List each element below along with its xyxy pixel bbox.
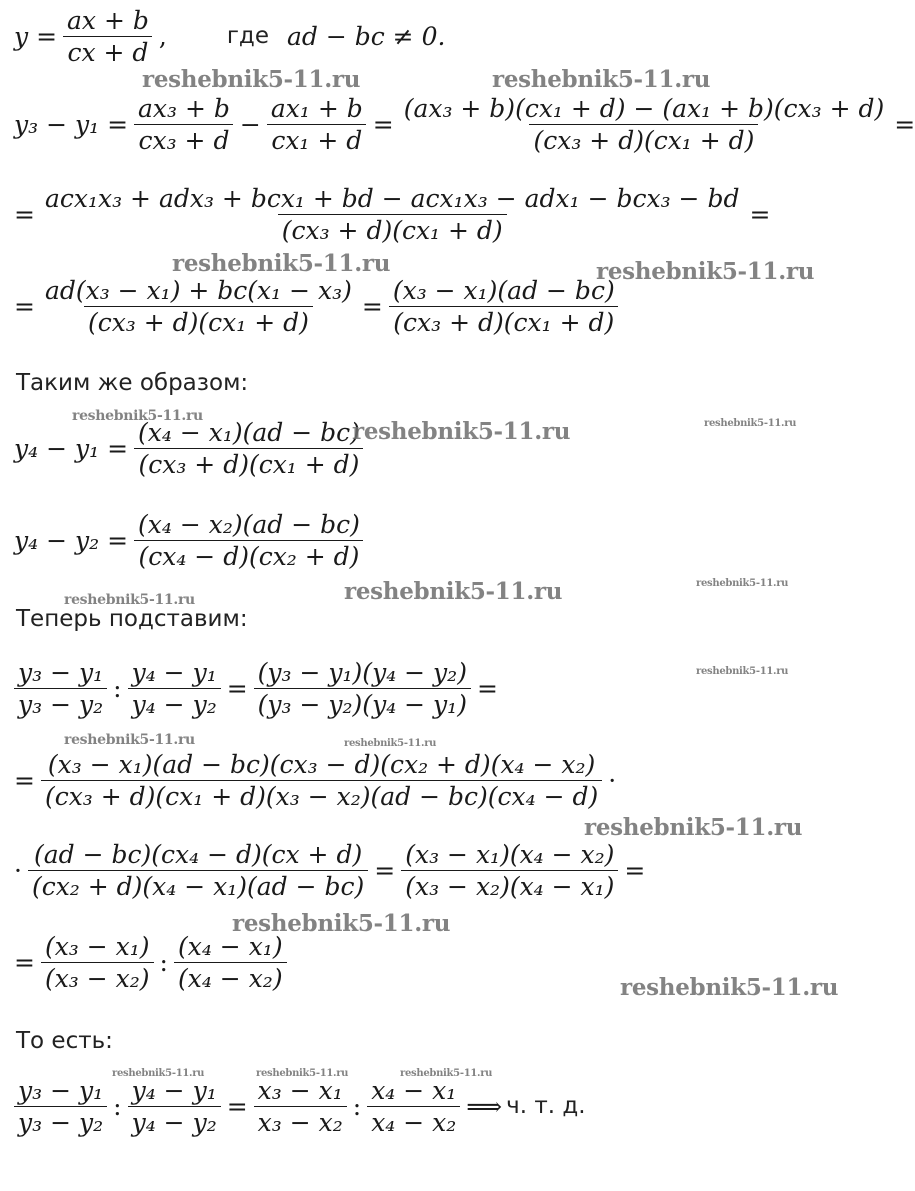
denominator: (cx₃ + d)(cx₁ + d) [389, 306, 618, 335]
minus-sign: − [239, 110, 261, 139]
equals-sign: = [374, 856, 396, 885]
fraction [254, 660, 471, 717]
denominator: (y₃ − y₂)(y₄ − y₁) [254, 688, 471, 717]
numerator: acx₁x₃ + adx₃ + bcx₁ + bd − acx₁x₃ − adx₁ − bcx₃ − bd [44, 184, 740, 213]
equation-substituted-cont [14, 842, 645, 899]
equation-y4-y1 [14, 420, 370, 477]
equals-sign: = [372, 110, 394, 139]
equals-sign: = [226, 674, 248, 703]
fraction [134, 420, 364, 477]
equation-y4-y2 [14, 512, 370, 569]
watermark-logo: reshebnik5-11.ru [112, 1068, 205, 1079]
where-word: где [226, 23, 269, 49]
eq-lhs: y₄ − y₂ = [14, 526, 129, 555]
fraction [14, 660, 107, 717]
denominator: x₄ − x₂ [367, 1106, 460, 1135]
fraction [267, 96, 367, 153]
numerator: y₄ − y₁ [131, 1076, 217, 1105]
watermark-logo: reshebnik5-11.ru [64, 732, 195, 748]
colon-sign: : [159, 948, 168, 977]
eq-lhs: y = [14, 22, 58, 51]
numerator: x₄ − x₁ [371, 1076, 457, 1105]
fraction [134, 512, 364, 569]
equals-sign: = [624, 856, 646, 885]
fraction [367, 1078, 460, 1135]
denominator: (cx₄ − d)(cx₂ + d) [134, 540, 363, 569]
watermark-logo: reshebnik5-11.ru [142, 66, 361, 93]
qed-text: ч. т. д. [506, 1093, 586, 1119]
numerator: (ax₃ + b)(cx₁ + d) − (ax₁ + b)(cx₃ + d) [403, 94, 885, 123]
colon-sign: : [113, 674, 122, 703]
numerator: (x₃ − x₁) [44, 932, 150, 961]
equation-expanded [14, 186, 770, 243]
numerator: (x₃ − x₁)(x₄ − x₂) [405, 840, 615, 869]
denominator: (x₃ − x₂)(x₄ − x₁) [401, 870, 618, 899]
colon-sign: : [113, 1092, 122, 1121]
equals-sign: = [14, 948, 35, 977]
eq-lhs: y₃ − y₁ = [14, 110, 129, 139]
fraction [134, 96, 234, 153]
denominator: y₄ − y₂ [128, 688, 221, 717]
watermark-logo: reshebnik5-11.ru [696, 578, 789, 589]
watermark-logo: reshebnik5-11.ru [232, 910, 451, 937]
equation-definition [14, 8, 445, 65]
numerator: ax₁ + b [270, 94, 363, 123]
numerator: x₃ − x₁ [257, 1076, 343, 1105]
numerator: (x₃ − x₁)(ad − bc)(cx₃ − d)(cx₂ + d)(x₄ − x₂) [47, 750, 596, 779]
fraction [63, 8, 153, 65]
watermark-logo: reshebnik5-11.ru [344, 738, 437, 749]
numerator: (y₃ − y₁)(y₄ − y₂) [257, 658, 467, 687]
dot-sign: · [14, 856, 22, 885]
denominator: (cx₂ + d)(x₄ − x₁)(ad − bc) [28, 870, 368, 899]
fraction [41, 186, 744, 243]
fraction [400, 96, 889, 153]
fraction [254, 1078, 347, 1135]
text-that-is: То есть: [16, 1028, 113, 1054]
denominator: (x₄ − x₂) [174, 962, 287, 991]
denominator: x₃ − x₂ [254, 1106, 347, 1135]
denominator: (x₃ − x₂) [41, 962, 154, 991]
equals-sign: = [361, 292, 383, 321]
denominator: (cx₃ + d)(cx₁ + d) [278, 214, 507, 243]
eq-lhs: y₄ − y₁ = [14, 434, 129, 463]
numerator: y₃ − y₁ [18, 658, 104, 687]
watermark-logo: reshebnik5-11.ru [64, 592, 195, 608]
denominator: (cx₃ + d)(cx₁ + d) [529, 124, 758, 153]
fraction [401, 842, 618, 899]
watermark-logo: reshebnik5-11.ru [584, 814, 803, 841]
numerator: y₃ − y₁ [18, 1076, 104, 1105]
numerator: (x₄ − x₂)(ad − bc) [138, 510, 360, 539]
watermark-logo: reshebnik5-11.ru [72, 408, 203, 424]
numerator: (x₄ − x₁)(ad − bc) [138, 418, 360, 447]
fraction [28, 842, 368, 899]
equation-substituted [14, 752, 616, 809]
fraction [41, 934, 154, 991]
condition: ad − bc ≠ 0. [286, 22, 446, 51]
watermark-logo: reshebnik5-11.ru [256, 1068, 349, 1079]
fraction [389, 278, 619, 335]
fraction [174, 934, 287, 991]
equals-sign: = [226, 1092, 248, 1121]
denominator: (cx₃ + d)(cx₁ + d) [134, 448, 363, 477]
equals-sign: = [14, 292, 35, 321]
watermark-logo: reshebnik5-11.ru [620, 974, 839, 1001]
numerator: (x₄ − x₁) [177, 932, 283, 961]
equation-ratio-y [14, 660, 498, 717]
equals-sign: = [476, 674, 498, 703]
fraction [41, 752, 602, 809]
implies-arrow: ⟹ [466, 1092, 503, 1121]
watermark-logo: reshebnik5-11.ru [704, 418, 797, 429]
watermark-logo: reshebnik5-11.ru [492, 66, 711, 93]
equals-sign: = [749, 200, 771, 229]
text-similarly: Таким же образом: [16, 370, 249, 396]
numerator: y₄ − y₁ [131, 658, 217, 687]
equation-difference-y3-y1 [14, 96, 915, 153]
denominator: (cx₃ + d)(cx₁ + d) [84, 306, 313, 335]
watermark-logo: reshebnik5-11.ru [696, 666, 789, 677]
denominator: y₃ − y₂ [14, 1106, 107, 1135]
fraction [128, 1078, 221, 1135]
watermark-logo: reshebnik5-11.ru [596, 258, 815, 285]
equals-sign: = [14, 766, 35, 795]
numerator: (x₃ − x₁)(ad − bc) [392, 276, 615, 305]
denominator: (cx₃ + d)(cx₁ + d)(x₃ − x₂)(ad − bc)(cx₄ − d) [41, 780, 602, 809]
colon-sign: : [352, 1092, 362, 1121]
fraction [41, 278, 356, 335]
denominator: cx₁ + d [267, 124, 366, 153]
numerator: ad(x₃ − x₁) + bc(x₁ − x₃) [44, 276, 352, 305]
numerator: ax + b [67, 6, 149, 35]
equation-factored [14, 278, 625, 335]
denominator: y₃ − y₂ [14, 688, 107, 717]
watermark-logo: reshebnik5-11.ru [344, 578, 563, 605]
equals-sign: = [14, 200, 35, 229]
comma: , [158, 22, 167, 51]
equals-sign: = [894, 110, 915, 139]
numerator: ax₃ + b [138, 94, 230, 123]
denominator: cx + d [63, 36, 152, 65]
denominator: y₄ − y₂ [128, 1106, 221, 1135]
dot-sign: · [608, 766, 617, 795]
watermark-logo: reshebnik5-11.ru [400, 1068, 493, 1079]
equation-ratio-x [14, 934, 293, 991]
equation-conclusion [14, 1078, 586, 1135]
numerator: (ad − bc)(cx₄ − d)(cx + d) [34, 840, 363, 869]
watermark-logo: reshebnik5-11.ru [172, 250, 391, 277]
fraction [14, 1078, 107, 1135]
denominator: cx₃ + d [134, 124, 233, 153]
watermark-logo: reshebnik5-11.ru [352, 418, 571, 445]
text-now-substitute: Теперь подставим: [16, 606, 248, 632]
fraction [128, 660, 221, 717]
